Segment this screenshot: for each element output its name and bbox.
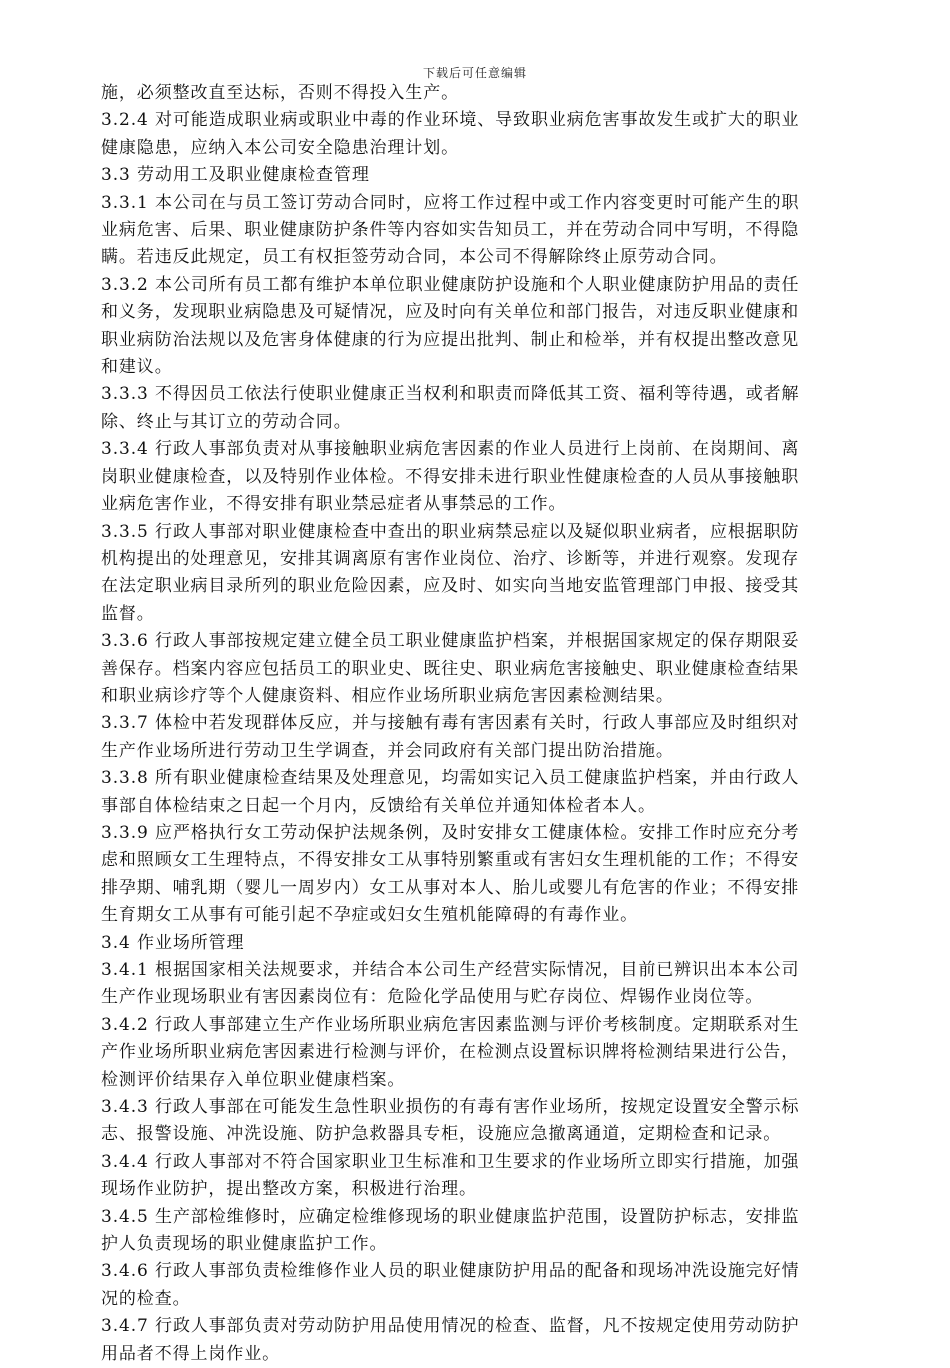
text-line: 虑和照顾女工生理特点，不得安排女工从事特别繁重或有害妇女生理机能的工作；不得安 <box>101 850 800 871</box>
text-line: 产作业场所职业病危害因素进行检测与评价，在检测点设置标识牌将检测结果进行公告， <box>101 1042 800 1063</box>
text-line: 和义务，发现职业病隐患及可疑情况，应及时向有关单位和部门报告，对违反职业健康和 <box>101 302 800 323</box>
text-line: 瞒。若违反此规定，员工有权拒签劳动合同，本公司不得解除终止原劳动合同。 <box>101 247 728 268</box>
text-line: 用品者不得上岗作业。 <box>101 1343 280 1364</box>
text-line: 排孕期、哺乳期（婴儿一周岁内）女工从事对本人、胎儿或婴儿有危害的作业；不得安排 <box>101 877 800 898</box>
text-line: 除、终止与其订立的劳动合同。 <box>101 411 352 432</box>
page-header: 下载后可任意编辑 <box>422 66 527 80</box>
text-line: 业病危害作业，不得安排有职业禁忌症者从事禁忌的工作。 <box>101 494 567 515</box>
text-line: 3.2.4 对可能造成职业病或职业中毒的作业环境、导致职业病危害事故发生或扩大的职业 <box>101 110 800 131</box>
text-line: 业病危害、后果、职业健康防护条件等内容如实告知员工，并在劳动合同中写明，不得隐 <box>101 220 800 241</box>
text-line: 3.3.9 应严格执行女工劳动保护法规条例，及时安排女工健康体检。安排工作时应充分考 <box>101 822 800 843</box>
text-line: 检测评价结果存入单位职业健康档案。 <box>101 1069 406 1090</box>
text-line: 3.3.3 不得因员工依法行使职业健康正当权利和职责而降低其工资、福利等待遇，或者解 <box>101 384 800 405</box>
text-line: 3.3.4 行政人事部负责对从事接触职业病危害因素的作业人员进行上岗前、在岗期间、离 <box>101 439 800 460</box>
text-line: 3.3.2 本公司所有员工都有维护本单位职业健康防护设施和个人职业健康防护用品的责任 <box>101 274 800 295</box>
text-line: 护人负责现场的职业健康监护工作。 <box>101 1234 388 1255</box>
text-line: 职业病防治法规以及危害身体健康的行为应提出批判、制止和检举，并有权提出整改意见 <box>101 329 800 350</box>
text-line: 3.3 劳动用工及职业健康检查管理 <box>101 165 370 186</box>
document-body <box>101 80 851 1368</box>
text-line: 3.4.6 行政人事部负责检维修作业人员的职业健康防护用品的配备和现场冲洗设施完好情 <box>101 1261 800 1282</box>
text-line: 生产作业现场职业有害因素岗位有：危险化学品使用与贮存岗位、焊锡作业岗位等。 <box>101 987 764 1008</box>
text-line: 3.4.2 行政人事部建立生产作业场所职业病危害因素监测与评价考核制度。定期联系对生 <box>101 1014 800 1035</box>
text-line: 3.3.5 行政人事部对职业健康检查中查出的职业病禁忌症以及疑似职业病者，应根据职防 <box>101 521 800 542</box>
text-line: 善保存。档案内容应包括员工的职业史、既往史、职业病危害接触史、职业健康检查结果 <box>101 658 800 679</box>
text-line: 3.4 作业场所管理 <box>101 932 245 953</box>
text-line: 施，必须整改直至达标，否则不得投入生产。 <box>101 83 459 103</box>
text-line: 况的检查。 <box>101 1288 191 1309</box>
text-line: 3.3.8 所有职业健康检查结果及处理意见，均需如实记入员工健康监护档案，并由行政人 <box>101 768 800 789</box>
text-line: 和职业病诊疗等个人健康资料、相应作业场所职业病危害因素检测结果。 <box>101 685 674 706</box>
text-line: 事部自体检结束之日起一个月内，反馈给有关单位并通知体检者本人。 <box>101 795 656 816</box>
text-line: 生产作业场所进行劳动卫生学调查，并会同政府有关部门提出防治措施。 <box>101 740 674 761</box>
text-line: 现场作业防护，提出整改方案，积极进行治理。 <box>101 1179 477 1200</box>
text-line: 监督。 <box>101 603 155 624</box>
text-line: 健康隐患，应纳入本公司安全隐患治理计划。 <box>101 137 459 158</box>
text-line: 3.4.3 行政人事部在可能发生急性职业损伤的有毒有害作业场所，按规定设置安全警示标 <box>101 1097 800 1118</box>
text-line: 在法定职业病目录所列的职业危险因素，应及时、如实向当地安监管理部门申报、接受其 <box>101 576 800 597</box>
text-line: 机构提出的处理意见，安排其调离原有害作业岗位、治疗、诊断等，并进行观察。发现存 <box>101 548 800 569</box>
text-line: 3.3.1 本公司在与员工签订劳动合同时，应将工作过程中或工作内容变更时可能产生的职 <box>101 192 800 213</box>
text-line: 3.4.7 行政人事部负责对劳动防护用品使用情况的检查、监督，凡不按规定使用劳动防护 <box>101 1316 800 1337</box>
text-line: 志、报警设施、冲洗设施、防护急救器具专柜，设施应急撤离通道，定期检查和记录。 <box>101 1124 782 1145</box>
text-line: 岗职业健康检查，以及特别作业体检。不得安排未进行职业性健康检查的人员从事接触职 <box>101 466 800 487</box>
text-line: 3.3.7 体检中若发现群体反应，并与接触有毒有害因素有关时，行政人事部应及时组织对 <box>101 713 800 734</box>
text-line: 生育期女工从事有可能引起不孕症或妇女生殖机能障碍的有毒作业。 <box>101 905 638 926</box>
text-line: 和建议。 <box>101 357 173 378</box>
text-line: 3.3.6 行政人事部按规定建立健全员工职业健康监护档案，并根据国家规定的保存期限妥 <box>101 631 800 652</box>
text-line: 3.4.4 行政人事部对不符合国家职业卫生标准和卫生要求的作业场所立即实行措施，加强 <box>101 1151 800 1172</box>
text-line: 3.4.1 根据国家相关法规要求，并结合本公司生产经营实际情况，目前已辨识出本本公司 <box>101 960 800 980</box>
text-line: 3.4.5 生产部检维修时，应确定检维修现场的职业健康监护范围，设置防护标志，安排监 <box>101 1206 800 1227</box>
